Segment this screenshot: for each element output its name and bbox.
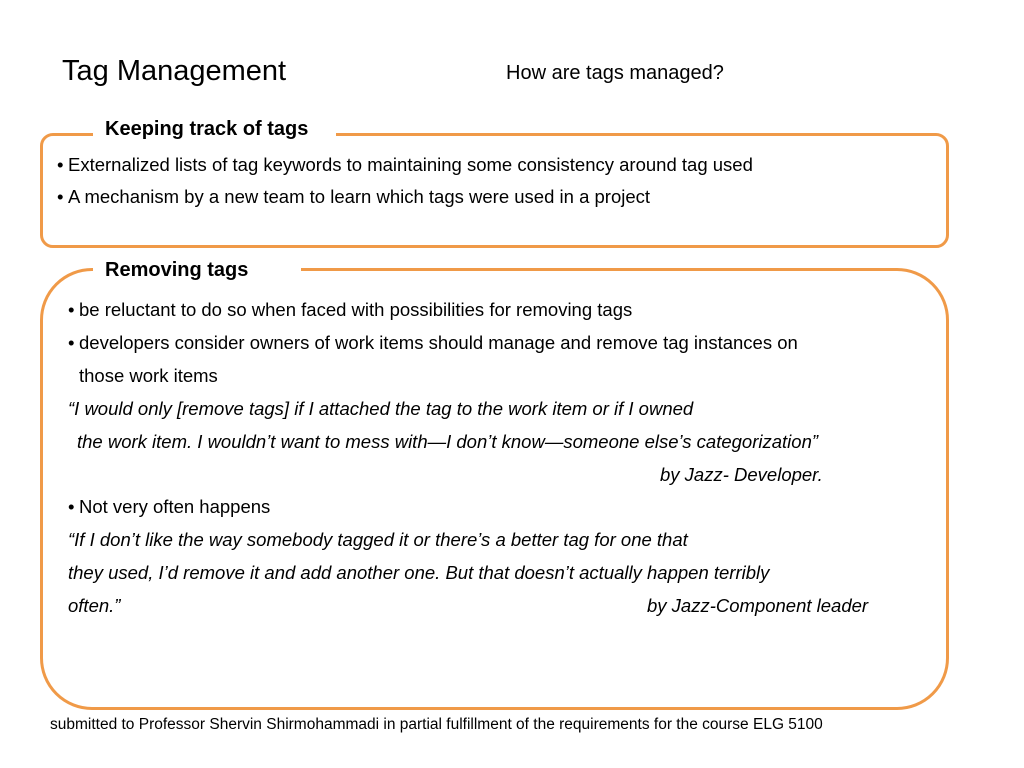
section-heading-keeping-track: Keeping track of tags: [93, 116, 336, 142]
bullet-icon: •: [57, 186, 64, 207]
bullet-icon: •: [57, 154, 64, 175]
list-item-text: developers consider owners of work items should manage and remove tag instances on: [79, 332, 798, 353]
quote-line: “If I don’t like the way somebody tagged it or there’s a better tag for one that: [68, 529, 688, 550]
list-item-text: be reluctant to do so when faced with possibilities for removing tags: [79, 299, 633, 320]
list-item: [57, 185, 650, 209]
quote-line: “I would only [remove tags] if I attached the tag to the work item or if I owned: [68, 398, 694, 419]
list-item: [68, 495, 270, 519]
bullet-icon: •: [68, 299, 75, 320]
page-title: Tag Management: [62, 55, 287, 87]
page-subtitle: How are tags managed?: [506, 62, 724, 84]
list-item-continuation: those work items: [79, 365, 218, 386]
list-item-text: Externalized lists of tag keywords to maintaining some consistency around tag used: [68, 154, 753, 175]
footer-note: submitted to Professor Shervin Shirmohammadi in partial fulfillment of the requirements for the course ELG 5100: [50, 716, 823, 733]
list-item: [68, 298, 632, 322]
list-item: [68, 331, 798, 355]
quote-line: they used, I’d remove it and add another one. But that doesn’t actually happen terribly: [68, 562, 770, 583]
list-item: [57, 153, 753, 177]
quote-attribution: by Jazz-Component leader: [647, 595, 869, 616]
bullet-icon: •: [68, 332, 75, 353]
section-heading-removing-tags: Removing tags: [93, 257, 301, 283]
list-item-text: A mechanism by a new team to learn which tags were used in a project: [68, 186, 651, 207]
quote-line: often.”: [68, 595, 121, 616]
list-item-text: Not very often happens: [79, 496, 271, 517]
quote-line: the work item. I wouldn’t want to mess with—I don’t know—someone else’s categorization”: [77, 431, 819, 452]
bullet-icon: •: [68, 496, 75, 517]
quote-attribution: by Jazz- Developer.: [660, 464, 823, 485]
